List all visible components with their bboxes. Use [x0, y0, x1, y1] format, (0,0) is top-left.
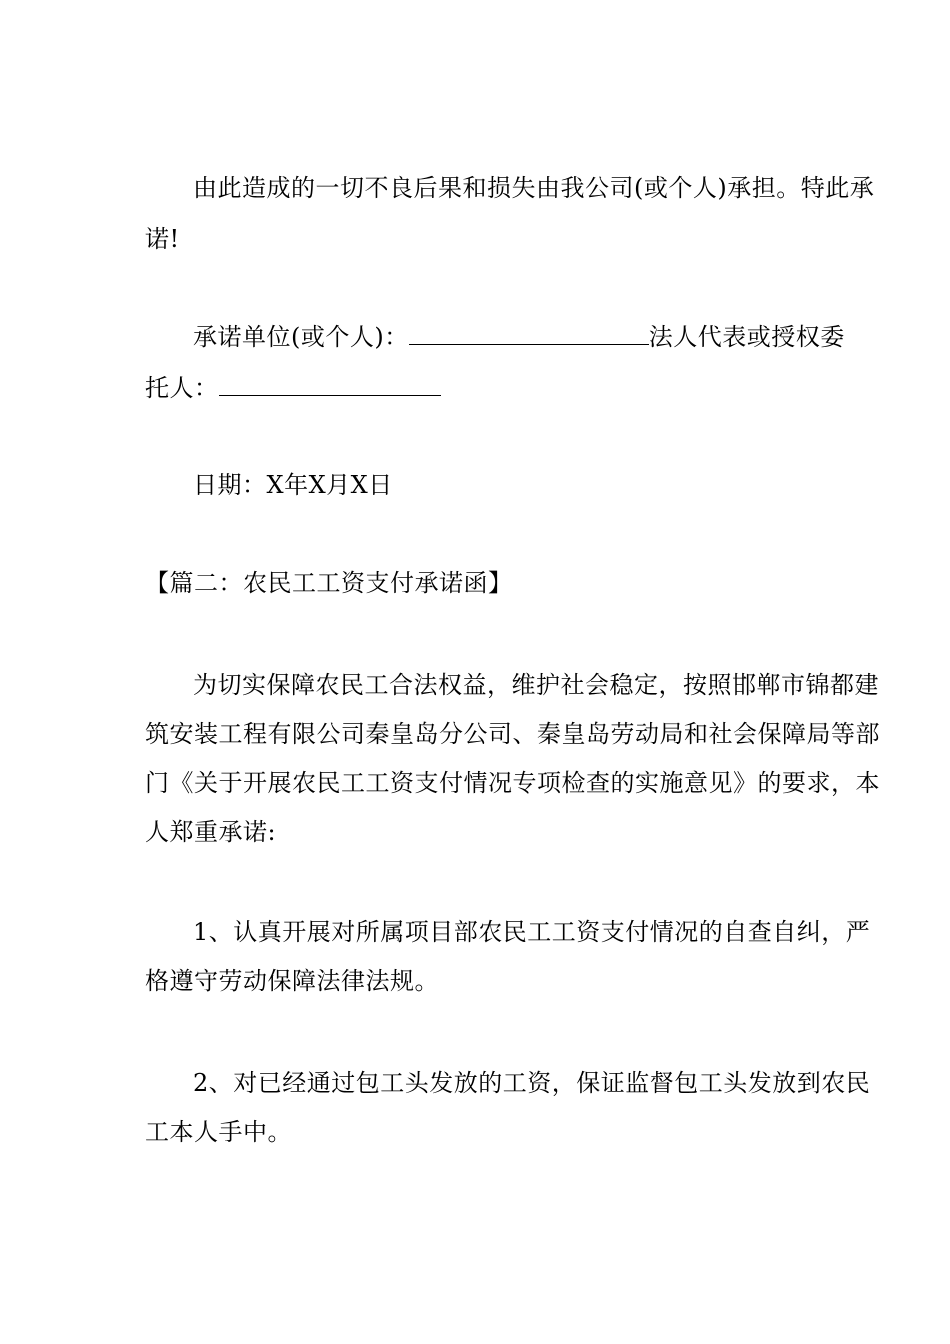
- date-line: 日期：X年X月X日: [193, 471, 393, 499]
- paragraph-commitment-line-2: 筑安装工程有限公司秦皇岛分公司、秦皇岛劳动局和社会保障局等部: [145, 720, 880, 748]
- signature-unit-line: [193, 322, 845, 352]
- signature-unit-label: 承诺单位(或个人)：: [193, 323, 409, 351]
- paragraph-commitment-line-1: 为切实保障农民工合法权益，维护社会稳定，按照邯郸市锦都建: [193, 671, 879, 699]
- paragraph-consequences-line-2: 诺!: [145, 225, 180, 253]
- section-title: 【篇二：农民工工资支付承诺函】: [145, 569, 513, 597]
- list-item-2-line-2: 工本人手中。: [145, 1118, 292, 1146]
- list-item-1-line-2: 格遵守劳动保障法律法规。: [145, 967, 439, 995]
- list-item-2-line-1: 2、对已经通过包工头发放的工资，保证监督包工头发放到农民: [193, 1069, 871, 1097]
- paragraph-commitment-line-4: 人郑重承诺:: [145, 818, 277, 846]
- list-item-1-line-1: 1、认真开展对所属项目部农民工工资支付情况的自查自纠，严: [193, 918, 871, 946]
- paragraph-commitment-line-3: 门《关于开展农民工工资支付情况专项检查的实施意见》的要求，本: [145, 769, 880, 797]
- signature-unit-blank: [409, 322, 649, 345]
- signature-rep-line: [145, 373, 810, 403]
- signature-rep-label-part1: 法人代表或授权委: [648, 323, 845, 351]
- paragraph-consequences-line-1: 由此造成的一切不良后果和损失由我公司(或个人)承担。特此承: [193, 174, 875, 202]
- signature-rep-blank: [219, 373, 441, 396]
- signature-rep-label-part2: 托人：: [145, 374, 219, 402]
